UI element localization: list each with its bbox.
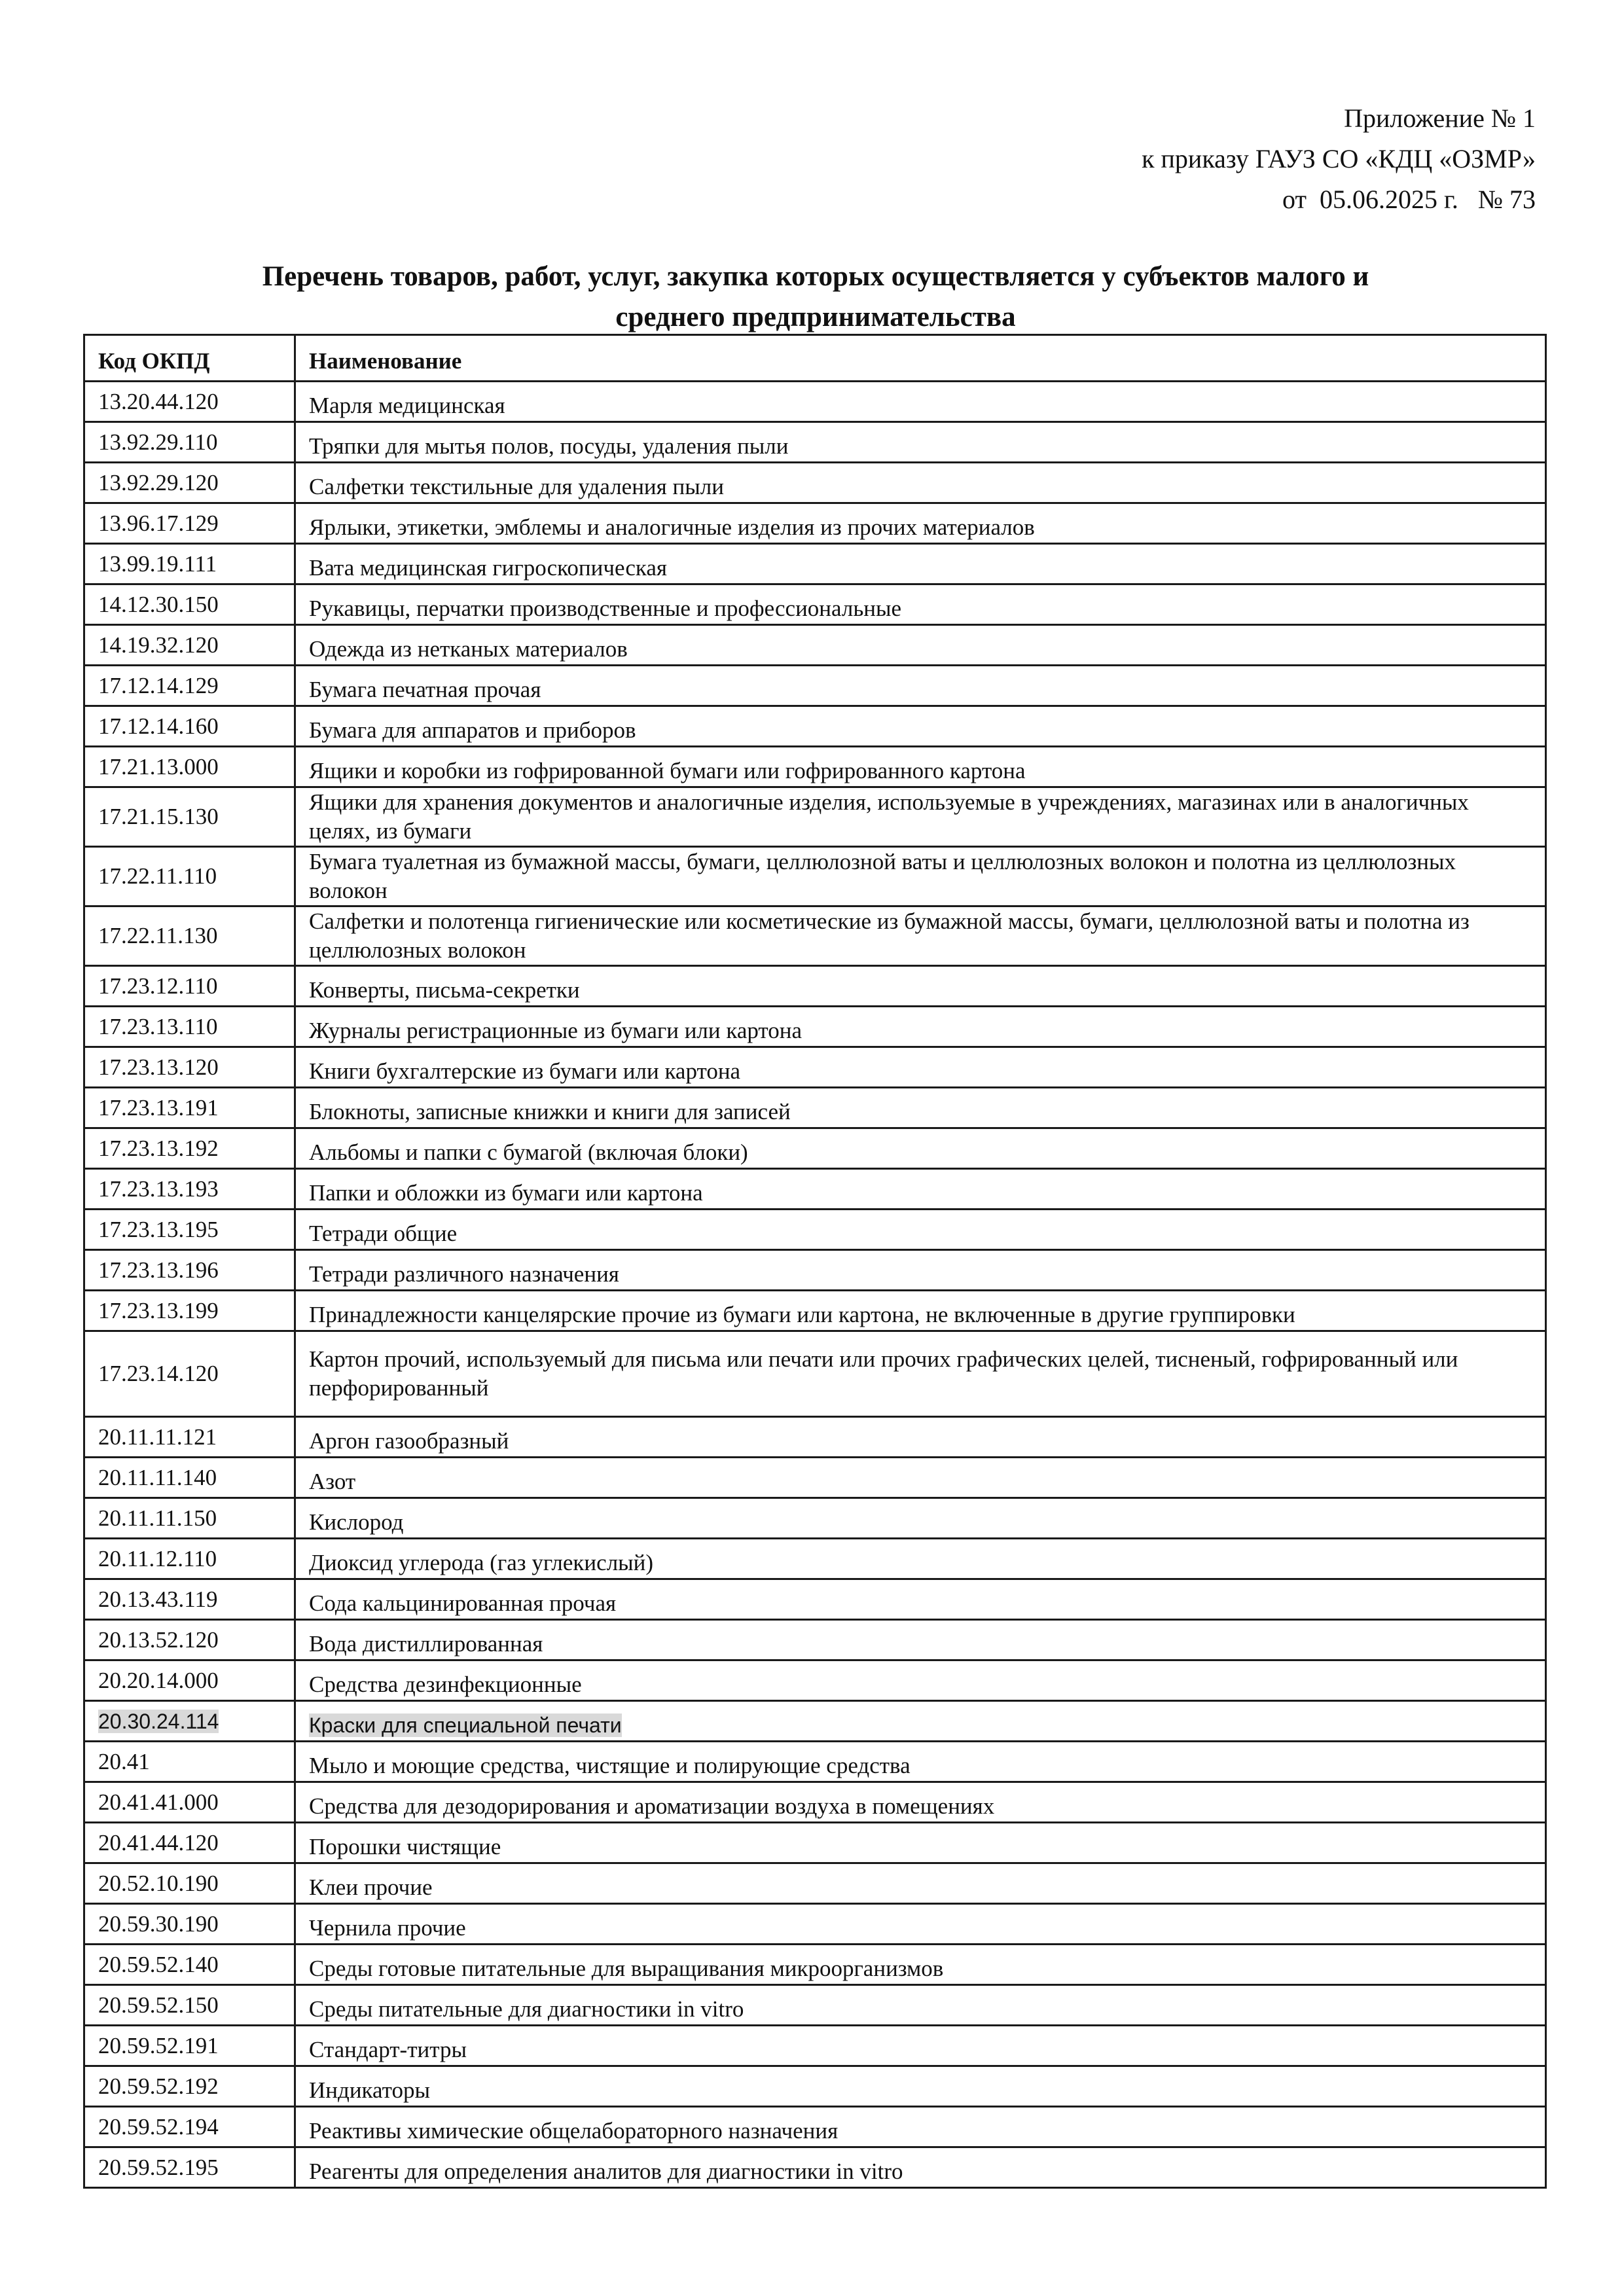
- okpd-code: 17.22.11.130: [84, 906, 295, 966]
- table-row: [84, 1498, 1546, 1539]
- item-name: Салфетки текстильные для удаления пыли: [295, 463, 1546, 503]
- order-date-number: от 05.06.2025 г. № 73: [1282, 185, 1536, 214]
- table-row: [84, 1742, 1546, 1782]
- table-header-row: [84, 335, 1546, 382]
- item-name: Вода дистиллированная: [295, 1620, 1546, 1660]
- table-row: [84, 1539, 1546, 1579]
- table-row: [84, 1579, 1546, 1620]
- item-name: Принадлежности канцелярские прочие из бумаги или картона, не включенные в другие группировки: [295, 1291, 1546, 1331]
- item-name: [295, 1701, 1546, 1742]
- okpd-code: 17.23.13.196: [84, 1250, 295, 1291]
- item-name: Аргон газообразный: [295, 1417, 1546, 1458]
- column-header-name: Наименование: [295, 335, 1546, 382]
- appendix-header: [1142, 98, 1536, 220]
- table-row: [84, 2066, 1546, 2107]
- okpd-code: 17.12.14.160: [84, 706, 295, 747]
- table-row: [84, 2147, 1546, 2188]
- okpd-code: 17.23.13.193: [84, 1169, 295, 1210]
- item-name: Чернила прочие: [295, 1904, 1546, 1945]
- item-name: Тетради общие: [295, 1210, 1546, 1250]
- table-row: [84, 1985, 1546, 2026]
- okpd-code: 17.23.13.192: [84, 1128, 295, 1169]
- table-row: [84, 1823, 1546, 1863]
- table-row: [84, 966, 1546, 1007]
- okpd-code: 20.11.11.150: [84, 1498, 295, 1539]
- item-name: Стандарт-титры: [295, 2026, 1546, 2066]
- highlighted-code: 20.30.24.114: [98, 1709, 219, 1733]
- item-name: Папки и обложки из бумаги или картона: [295, 1169, 1546, 1210]
- item-name: Ящики и коробки из гофрированной бумаги или гофрированного картона: [295, 747, 1546, 787]
- item-name: Ярлыки, этикетки, эмблемы и аналогичные изделия из прочих материалов: [295, 503, 1546, 544]
- okpd-code: 13.96.17.129: [84, 503, 295, 544]
- table-row: [84, 1458, 1546, 1498]
- table-row: [84, 1169, 1546, 1210]
- table-row: [84, 1945, 1546, 1985]
- title-line-1: Перечень товаров, работ, услуг, закупка которых осуществляется у субъектов малого и: [262, 261, 1369, 292]
- item-name: Ящики для хранения документов и аналогичные изделия, используемые в учреждениях, магазинах или в аналогичных целях, из бумаги: [295, 787, 1546, 847]
- okpd-code: 20.13.52.120: [84, 1620, 295, 1660]
- item-name: Реагенты для определения аналитов для диагностики in vitro: [295, 2147, 1546, 2188]
- table-row: [84, 706, 1546, 747]
- okpd-code: 14.19.32.120: [84, 625, 295, 666]
- item-name: Диоксид углерода (газ углекислый): [295, 1539, 1546, 1579]
- item-name: Картон прочий, используемый для письма или печати или прочих графических целей, тисненый, гофрированный или перфорированный: [295, 1331, 1546, 1417]
- table-row: [84, 1047, 1546, 1088]
- item-name: Среды питательные для диагностики in vitro: [295, 1985, 1546, 2026]
- order-reference: к приказу ГАУЗ СО «КДЦ «ОЗМР»: [1142, 144, 1536, 173]
- item-name: Мыло и моющие средства, чистящие и полирующие средства: [295, 1742, 1546, 1782]
- table-row: [84, 1620, 1546, 1660]
- item-name: Бумага туалетная из бумажной массы, бумаги, целлюлозной ваты и целлюлозных волокон и полотна из целлюлозных волокон: [295, 847, 1546, 906]
- okpd-code: 13.20.44.120: [84, 382, 295, 422]
- item-name: Клеи прочие: [295, 1863, 1546, 1904]
- table-row-highlighted: [84, 1701, 1546, 1742]
- item-name: Журналы регистрационные из бумаги или картона: [295, 1007, 1546, 1047]
- okpd-code: 20.20.14.000: [84, 1660, 295, 1701]
- table-row: [84, 625, 1546, 666]
- table-row: [84, 666, 1546, 706]
- item-name: Бумага для аппаратов и приборов: [295, 706, 1546, 747]
- okpd-code: 13.92.29.120: [84, 463, 295, 503]
- appendix-number: Приложение № 1: [1344, 103, 1536, 133]
- item-name: Тетради различного назначения: [295, 1250, 1546, 1291]
- table-row: [84, 1331, 1546, 1417]
- table-row: [84, 503, 1546, 544]
- okpd-code: 20.11.11.121: [84, 1417, 295, 1458]
- okpd-code: 17.23.12.110: [84, 966, 295, 1007]
- item-name: Индикаторы: [295, 2066, 1546, 2107]
- okpd-code: 17.23.13.195: [84, 1210, 295, 1250]
- okpd-code: 20.11.11.140: [84, 1458, 295, 1498]
- table-row: [84, 787, 1546, 847]
- okpd-code: 20.59.52.150: [84, 1985, 295, 2026]
- okpd-code: 17.23.13.199: [84, 1291, 295, 1331]
- item-name: Альбомы и папки с бумагой (включая блоки): [295, 1128, 1546, 1169]
- okpd-code: [84, 1701, 295, 1742]
- table-row: [84, 1088, 1546, 1128]
- okpd-code: 20.41.41.000: [84, 1782, 295, 1823]
- item-name: Блокноты, записные книжки и книги для записей: [295, 1088, 1546, 1128]
- table-row: [84, 422, 1546, 463]
- item-name: Книги бухгалтерские из бумаги или картона: [295, 1047, 1546, 1088]
- title-line-2: среднего предпринимательства: [615, 302, 1016, 332]
- okpd-code: 20.13.43.119: [84, 1579, 295, 1620]
- okpd-code: 17.23.13.110: [84, 1007, 295, 1047]
- item-name: Кислород: [295, 1498, 1546, 1539]
- table-row: [84, 382, 1546, 422]
- column-header-code: Код ОКПД: [84, 335, 295, 382]
- table-row: [84, 1782, 1546, 1823]
- okpd-code: 20.59.52.194: [84, 2107, 295, 2147]
- okpd-table: [83, 334, 1547, 2189]
- okpd-code: 13.92.29.110: [84, 422, 295, 463]
- table-row: [84, 1007, 1546, 1047]
- item-name: Марля медицинская: [295, 382, 1546, 422]
- okpd-code: 20.59.30.190: [84, 1904, 295, 1945]
- table-row: [84, 1863, 1546, 1904]
- okpd-code: 17.21.15.130: [84, 787, 295, 847]
- okpd-code: 20.59.52.191: [84, 2026, 295, 2066]
- document-title: [85, 257, 1546, 338]
- okpd-code: 17.23.13.191: [84, 1088, 295, 1128]
- okpd-code: 17.22.11.110: [84, 847, 295, 906]
- okpd-code: 20.41.44.120: [84, 1823, 295, 1863]
- okpd-code: 13.99.19.111: [84, 544, 295, 584]
- table-row: [84, 1128, 1546, 1169]
- item-name: Порошки чистящие: [295, 1823, 1546, 1863]
- item-name: Реактивы химические общелабораторного назначения: [295, 2107, 1546, 2147]
- item-name: Азот: [295, 1458, 1546, 1498]
- table-row: [84, 584, 1546, 625]
- highlighted-name: Краски для специальной печати: [309, 1713, 622, 1737]
- table-row: [84, 1250, 1546, 1291]
- okpd-code: 20.59.52.192: [84, 2066, 295, 2107]
- okpd-code: 17.23.14.120: [84, 1331, 295, 1417]
- item-name: Средства дезинфекционные: [295, 1660, 1546, 1701]
- item-name: Сода кальцинированная прочая: [295, 1579, 1546, 1620]
- item-name: Бумага печатная прочая: [295, 666, 1546, 706]
- table-row: [84, 1904, 1546, 1945]
- table-row: [84, 544, 1546, 584]
- item-name: Среды готовые питательные для выращивания микроорганизмов: [295, 1945, 1546, 1985]
- table-row: [84, 1291, 1546, 1331]
- okpd-code: 20.52.10.190: [84, 1863, 295, 1904]
- table-row: [84, 2026, 1546, 2066]
- item-name: Рукавицы, перчатки производственные и профессиональные: [295, 584, 1546, 625]
- table-row: [84, 747, 1546, 787]
- table-row: [84, 2107, 1546, 2147]
- okpd-code: 20.11.12.110: [84, 1539, 295, 1579]
- item-name: Конверты, письма-секретки: [295, 966, 1546, 1007]
- okpd-code: 20.59.52.140: [84, 1945, 295, 1985]
- item-name: Вата медицинская гигроскопическая: [295, 544, 1546, 584]
- item-name: Салфетки и полотенца гигиенические или косметические из бумажной массы, бумаги, целлюлозной ваты и полотна из целлюлозных волокон: [295, 906, 1546, 966]
- okpd-code: 20.59.52.195: [84, 2147, 295, 2188]
- table-row: [84, 847, 1546, 906]
- table-row: [84, 463, 1546, 503]
- table-row: [84, 1660, 1546, 1701]
- table-row: [84, 906, 1546, 966]
- okpd-code: 20.41: [84, 1742, 295, 1782]
- item-name: Средства для дезодорирования и ароматизации воздуха в помещениях: [295, 1782, 1546, 1823]
- okpd-code: 14.12.30.150: [84, 584, 295, 625]
- table-row: [84, 1210, 1546, 1250]
- okpd-code: 17.23.13.120: [84, 1047, 295, 1088]
- okpd-code: 17.12.14.129: [84, 666, 295, 706]
- item-name: Тряпки для мытья полов, посуды, удаления пыли: [295, 422, 1546, 463]
- okpd-code: 17.21.13.000: [84, 747, 295, 787]
- item-name: Одежда из нетканых материалов: [295, 625, 1546, 666]
- table-row: [84, 1417, 1546, 1458]
